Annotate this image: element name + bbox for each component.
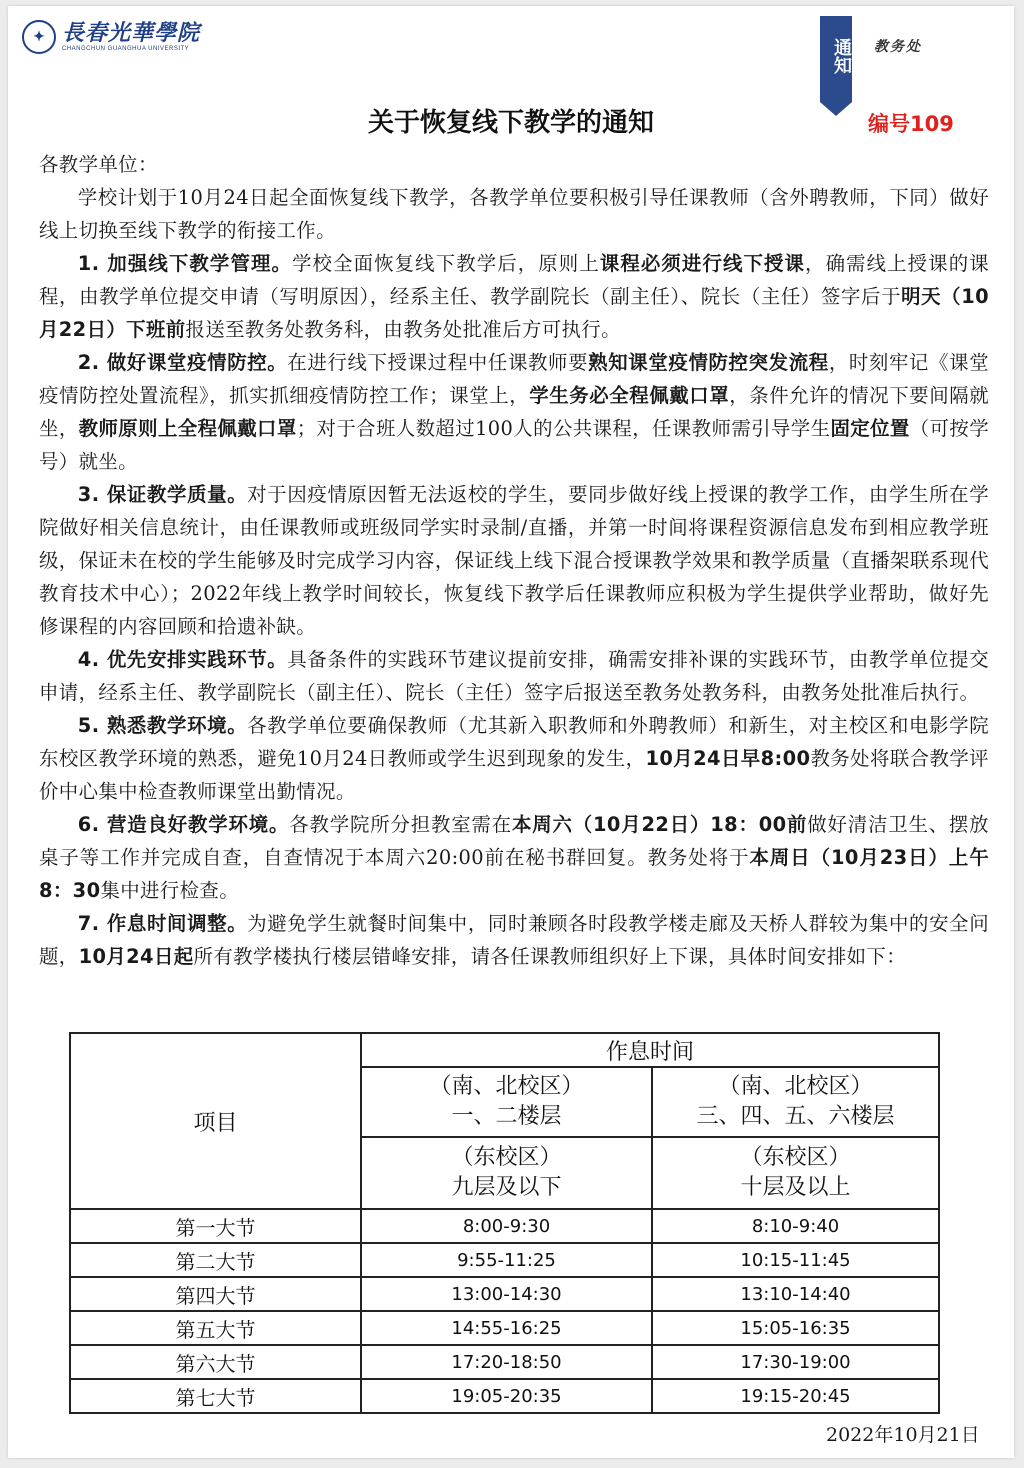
item-4: 4. 优先安排实践环节。具备条件的实践环节建议提前安排，确需安排补课的实践环节，由教学单位提交申请，经系主任、教学副院长（副主任）、院长（主任）签字后报送至教务处教务科，由教务处批准后执行。 <box>39 648 989 704</box>
table-row: 第二大节 9:55-11:25 10:15-11:45 <box>70 1243 939 1277</box>
item-1: 1. 加强线下教学管理。学校全面恢复线下教学后，原则上课程必须进行线下授课，确需线上授课的课程，由教学单位提交申请（写明原因），经系主任、教学副院长（副主任）、院长（主任）签字后于明天（10月22日）下班前报送至教务处教务科，由教务处批准后方可执行。 <box>39 252 989 341</box>
seal-icon: ✦ <box>22 20 56 54</box>
item-3: 3. 保证教学质量。对于因疫情原因暂无法返校的学生，要同步做好线上授课的教学工作，由学生所在学院做好相关信息统计，由任课教师或班级同学实时录制/直播，并第一时间将课程资源信息发布到相应教学班级，保证未在校的学生能够及时完成学习内容，保证线上线下混合授课教学效果和教学质量（直播架联系现代教育技术中心）；2022年线上教学时间较长，恢复线下教学后任课教师应积极为学生提供学业帮助，做好先修课程的内容回顾和拾遗补缺。 <box>39 483 989 638</box>
table-row: 第一大节 8:00-9:30 8:10-9:40 <box>70 1209 939 1243</box>
notice-body <box>39 148 989 973</box>
col1-campus-east: （东校区） 九层及以下 <box>361 1137 652 1209</box>
document-number: 编号109 <box>868 112 954 136</box>
logo-name-en: CHANGCHUN GUANGHUA UNIVERSITY <box>62 46 190 52</box>
schedule-header: 作息时间 <box>361 1033 939 1067</box>
col1-campus-main: （南、北校区） 一、二楼层 <box>361 1067 652 1137</box>
item-header: 项目 <box>70 1033 361 1209</box>
col2-campus-main: （南、北校区） 三、四、五、六楼层 <box>652 1067 939 1137</box>
logo-name-cn: 長春光華學院 <box>62 20 201 46</box>
item-7: 7. 作息时间调整。为避免学生就餐时间集中，同时兼顾各时段教学楼走廊及天桥人群较为集中的安全问题，10月24日起所有教学楼执行楼层错峰安排，请各任课教师组织好上下课，具体时间安排如下： <box>39 912 989 968</box>
notice-ribbon <box>820 16 852 102</box>
table-row: 第六大节 17:20-18:50 17:30-19:00 <box>70 1345 939 1379</box>
table-header-row <box>70 1033 939 1067</box>
schedule-table <box>69 1032 940 1414</box>
ribbon-text: 通知 <box>831 38 852 74</box>
table-row: 第四大节 13:00-14:30 13:10-14:40 <box>70 1277 939 1311</box>
salutation: 各教学单位： <box>39 153 158 176</box>
office-name: 教务处 <box>874 39 922 55</box>
item-6: 6. 营造良好教学环境。各教学院所分担教室需在本周六（10月22日）18：00前做好清洁卫生、摆放桌子等工作并完成自查，自查情况于本周六20:00前在秘书群回复。教务处将于本周日（10月23日）上午8：30集中进行检查。 <box>39 813 989 902</box>
col2-campus-east: （东校区） 十层及以上 <box>652 1137 939 1209</box>
document-page <box>8 6 1014 1458</box>
intro-paragraph: 学校计划于10月24日起全面恢复线下教学，各教学单位要积极引导任课教师（含外聘教师，下同）做好线上切换至线下教学的衔接工作。 <box>39 186 989 242</box>
issue-date: 2022年10月21日 <box>826 1424 980 1446</box>
university-logo <box>22 20 200 54</box>
item-5: 5. 熟悉教学环境。各教学单位要确保教师（尤其新入职教师和外聘教师）和新生，对主校区和电影学院东校区教学环境的熟悉，避免10月24日教师或学生迟到现象的发生，10月24日早8:00教务处将联合教学评价中心集中检查教师课堂出勤情况。 <box>39 714 989 803</box>
table-row: 第五大节 14:55-16:25 15:05-16:35 <box>70 1311 939 1345</box>
page-title: 关于恢复线下教学的通知 <box>367 108 654 138</box>
item-2: 2. 做好课堂疫情防控。在进行线下授课过程中任课教师要熟知课堂疫情防控突发流程，时刻牢记《课堂疫情防控处置流程》，抓实抓细疫情防控工作；课堂上，学生务必全程佩戴口罩，条件允许的情况下要间隔就坐，教师原则上全程佩戴口罩；对于合班人数超过100人的公共课程，任课教师需引导学生固定位置（可按学号）就坐。 <box>39 351 990 473</box>
table-row: 第七大节 19:05-20:35 19:15-20:45 <box>70 1379 939 1413</box>
